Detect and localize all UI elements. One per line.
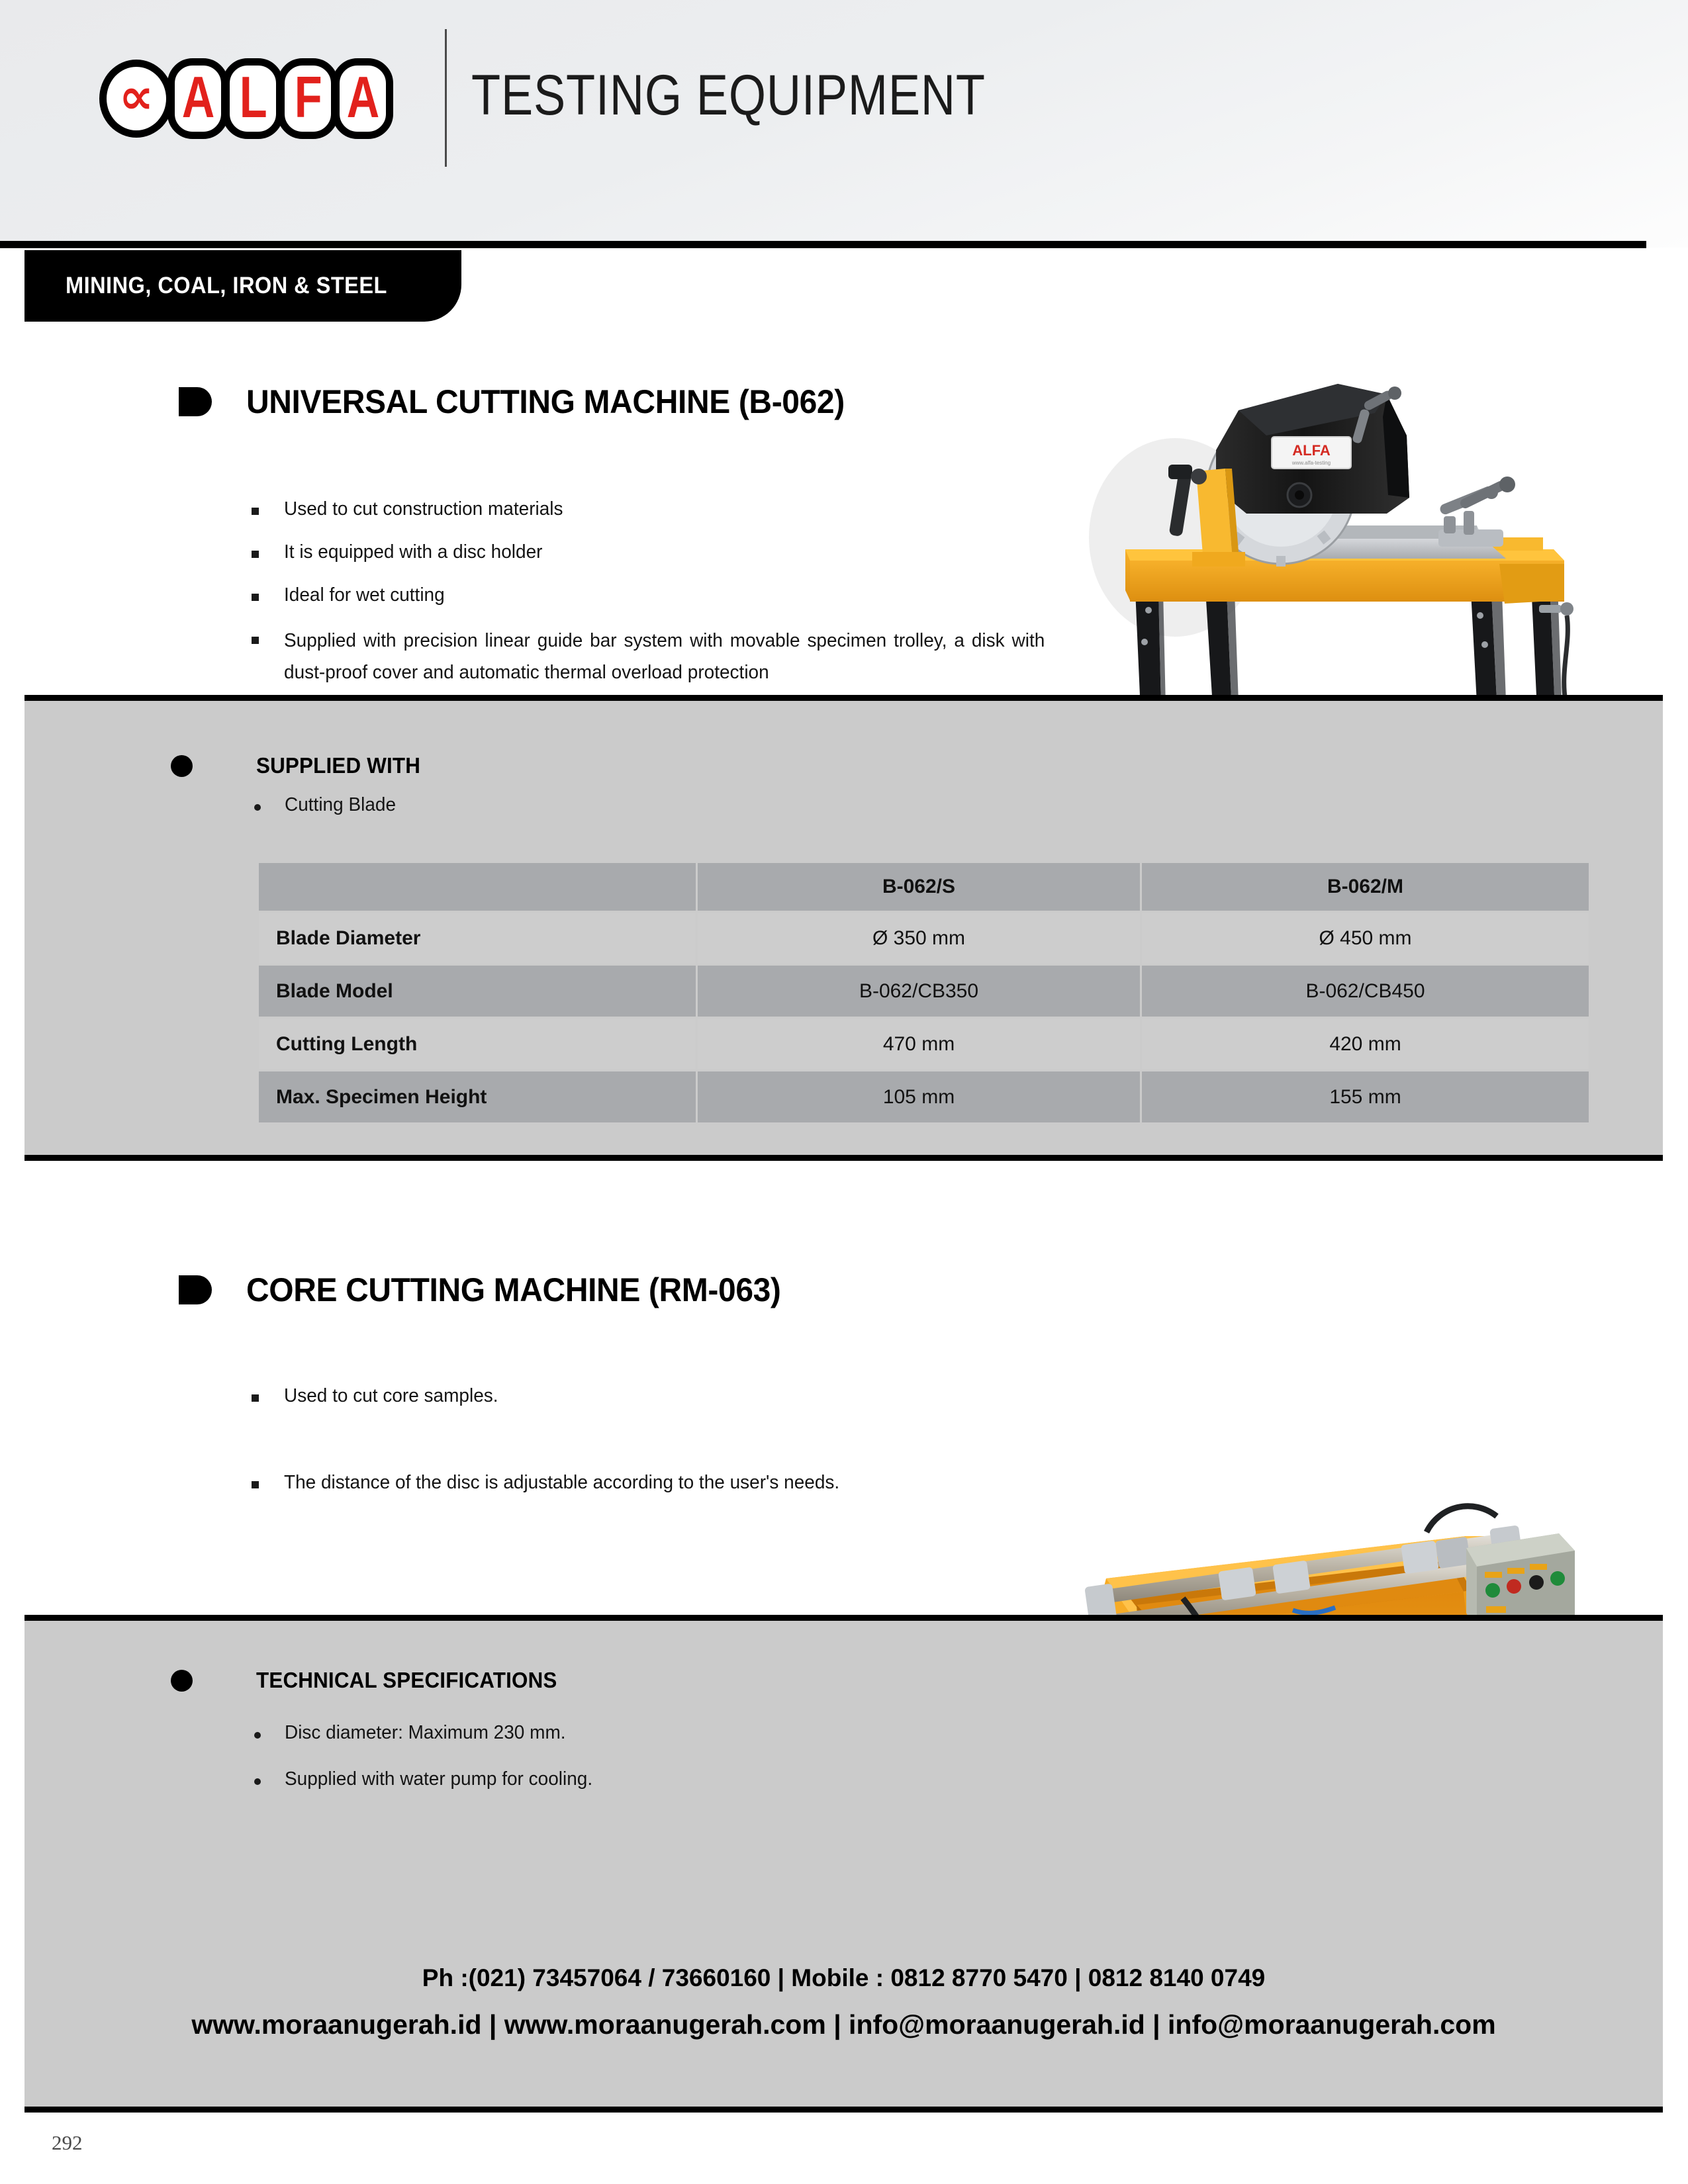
- heading-bullet-icon: [179, 1275, 212, 1304]
- product-1-heading: [179, 383, 870, 421]
- product-1-title: UNIVERSAL CUTTING MACHINE (B-062): [246, 383, 845, 420]
- technical-specs-list: [254, 1721, 604, 1792]
- row-value-m: B-062/CB450: [1142, 966, 1589, 1017]
- footer-web-line: www.moraanugerah.id | www.moraanugerah.com | info@moraanugerah.id | info@moraanugerah.com: [191, 2009, 1496, 2040]
- logo-letter-f: F: [277, 58, 338, 139]
- row-label: Blade Diameter: [259, 913, 696, 964]
- svg-text:www.alfa-testing: www.alfa-testing: [1291, 460, 1331, 466]
- page-header: [0, 0, 1688, 248]
- supplied-with-list: [254, 793, 400, 818]
- row-value-s: 105 mm: [698, 1071, 1140, 1122]
- product-1-feature-list: [252, 496, 1072, 689]
- round-bullet-icon: [254, 804, 261, 811]
- square-bullet-icon: [252, 1394, 259, 1402]
- row-value-s: 470 mm: [698, 1019, 1140, 1069]
- row-label: Max. Specimen Height: [259, 1071, 696, 1122]
- logo-letter-l: L: [222, 58, 283, 139]
- product-1-spec-table: [257, 861, 1591, 1124]
- square-bullet-icon: [252, 508, 259, 515]
- row-value-s: B-062/CB350: [698, 966, 1140, 1017]
- alpha-symbol-icon: [99, 60, 173, 138]
- list-item: Disc diameter: Maximum 230 mm.: [254, 1721, 604, 1746]
- list-item: Cutting Blade: [254, 793, 400, 818]
- square-bullet-icon: [252, 551, 259, 558]
- page-number: 292: [52, 2131, 83, 2154]
- table-row: [259, 1019, 1589, 1069]
- round-bullet-icon: [171, 755, 193, 777]
- round-bullet-icon: [171, 1670, 193, 1692]
- row-value-m: Ø 450 mm: [1142, 913, 1589, 964]
- logo-divider: [445, 29, 447, 167]
- column-header-s: B-062/S: [698, 863, 1140, 911]
- logo-letter-a2: A: [332, 58, 393, 139]
- supplied-with-heading: SUPPLIED WITH: [171, 753, 429, 778]
- list-item: Ideal for wet cutting: [252, 582, 1072, 608]
- table-row: [259, 1071, 1589, 1122]
- row-label: Cutting Length: [259, 1019, 696, 1069]
- category-tab-label: MINING, COAL, IRON & STEEL: [66, 273, 387, 298]
- header-bottom-rule: [0, 241, 1646, 248]
- product-2-title: CORE CUTTING MACHINE (RM-063): [246, 1271, 781, 1308]
- technical-specs-heading: TECHNICAL SPECIFICATIONS: [171, 1668, 573, 1693]
- square-bullet-icon: [252, 637, 259, 644]
- logo-letter-a1: A: [167, 58, 228, 139]
- alfa-logo: [99, 58, 393, 139]
- list-item: The distance of the disc is adjustable according to the user's needs.: [252, 1470, 1112, 1496]
- round-bullet-icon: [254, 1778, 261, 1785]
- row-value-m: 420 mm: [1142, 1019, 1589, 1069]
- header-title: TESTING EQUIPMENT: [471, 64, 986, 127]
- list-item: Supplied with precision linear guide bar system with movable specimen trolley, a disk with dust-proof cover and automatic thermal overload protection: [252, 625, 1072, 689]
- product-2-heading: [179, 1271, 803, 1309]
- square-bullet-icon: [252, 1481, 259, 1488]
- table-row: [259, 913, 1589, 964]
- category-tab: [24, 250, 461, 322]
- alpha-glyph: ∝: [118, 68, 154, 125]
- table-header-row: [259, 863, 1589, 911]
- column-header-m: B-062/M: [1142, 863, 1589, 911]
- heading-bullet-icon: [179, 387, 212, 416]
- table-corner-cell: [259, 863, 696, 911]
- square-bullet-icon: [252, 594, 259, 601]
- row-value-s: Ø 350 mm: [698, 913, 1140, 964]
- list-item: Supplied with water pump for cooling.: [254, 1767, 604, 1792]
- list-item: It is equipped with a disc holder: [252, 539, 1072, 565]
- row-label: Blade Model: [259, 966, 696, 1017]
- list-item: Used to cut core samples.: [252, 1383, 1112, 1409]
- round-bullet-icon: [254, 1732, 261, 1739]
- table-row: [259, 966, 1589, 1017]
- row-value-m: 155 mm: [1142, 1071, 1589, 1122]
- list-item: Used to cut construction materials: [252, 496, 1072, 522]
- footer-phone-line: Ph :(021) 73457064 / 73660160 | Mobile : 0812 8770 5470 | 0812 8140 0749: [422, 1964, 1266, 1991]
- svg-text:ALFA: ALFA: [1292, 442, 1331, 459]
